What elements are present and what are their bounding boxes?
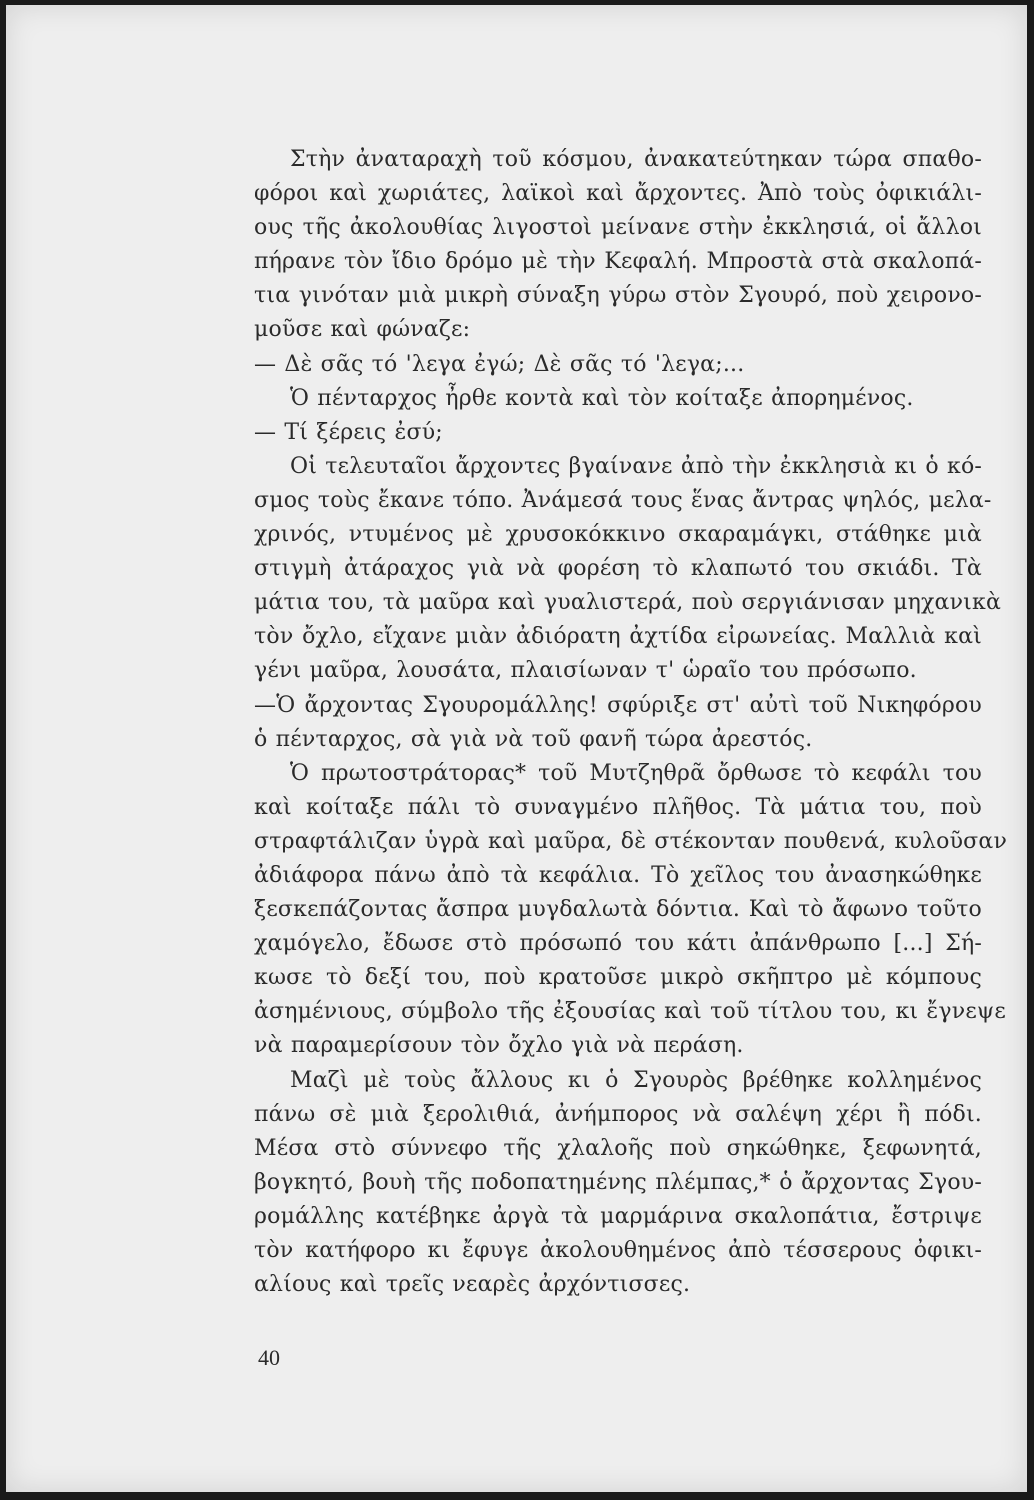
text-line: — Δὲ σᾶς τό 'λεγα ἐγώ; Δὲ σᾶς τό 'λεγα;... <box>254 351 745 377</box>
text-line: ους τῆς ἀκολουθίας λιγοστοὶ μείνανε στὴν ἐκκλησιά, οἱ ἄλλοι <box>254 215 982 241</box>
text-line: στιγμὴ ἀτάραχος γιὰ νὰ φορέση τὸ κλαπωτό του σκιάδι. Τὰ <box>254 556 982 582</box>
book-page <box>6 5 1027 1492</box>
text-line: πήρανε τὸν ἴδιο δρόμο μὲ τὴν Κεφαλή. Μπροστὰ στὰ σκαλοπά- <box>254 249 982 275</box>
text-line: ξεσκεπάζοντας ἄσπρα μυγδαλωτὰ δόντια. Καὶ τὸ ἄφωνο τοῦτο <box>254 897 982 923</box>
text-line: ἀδιάφορα πάνω ἀπὸ τὰ κεφάλια. Τὸ χεῖλος του ἀνασηκώθηκε <box>254 862 982 888</box>
text-line: χρινός, ντυμένος μὲ χρυσοκόκκινο σκαραμάγκι, στάθηκε μιὰ <box>254 522 982 548</box>
text-line: —Ὁ ἄρχοντας Σγουρομάλλης! σφύριξε στ' αὐτὶ τοῦ Νικηφόρου <box>254 692 982 718</box>
text-line: νὰ παραμερίσουν τὸν ὄχλο γιὰ νὰ περάση. <box>254 1033 744 1059</box>
text-line: Ὁ πρωτοστράτορας* τοῦ Μυτζηθρᾶ ὄρθωσε τὸ κεφάλι του <box>290 760 982 786</box>
text-line: τὸν ὄχλο, εἴχανε μιὰν ἀδιόρατη ἀχτίδα εἰρωνείας. Μαλλιὰ καὶ <box>254 624 982 650</box>
text-line: καὶ κοίταξε πάλι τὸ συναγμένο πλῆθος. Τὰ μάτια του, ποὺ <box>254 794 982 820</box>
text-line: σμος τοὺς ἔκανε τόπο. Ἀνάμεσά τους ἕνας ἄντρας ψηλός, μελα- <box>254 487 992 513</box>
text-line: μάτια του, τὰ μαῦρα καὶ γυαλιστερά, ποὺ σεργιάνισαν μηχανικὰ <box>254 590 1002 616</box>
text-line: τια γινόταν μιὰ μικρὴ σύναξη γύρω στὸν Σγουρό, ποὺ χειρονο- <box>254 283 982 309</box>
text-line: Μαζὶ μὲ τοὺς ἄλλους κι ὁ Σγουρὸς βρέθηκε κολλημένος <box>290 1067 982 1093</box>
text-line: βογκητό, βουὴ τῆς ποδοπατημένης πλέμπας,* ὁ ἄρχοντας Σγου- <box>254 1169 982 1195</box>
text-line: φόροι καὶ χωριάτες, λαϊκοὶ καὶ ἄρχοντες. Ἀπὸ τοὺς ὀφικιάλι- <box>254 181 982 207</box>
text-line: Μέσα στὸ σύννεφο τῆς χλαλοῆς ποὺ σηκώθηκε, ξεφωνητά, <box>254 1135 982 1161</box>
text-line: κωσε τὸ δεξί του, ποὺ κρατοῦσε μικρὸ σκῆπτρο μὲ κόμπους <box>254 965 982 991</box>
text-line: τὸν κατήφορο κι ἔφυγε ἀκολουθημένος ἀπὸ τέσσερους ὀφικι- <box>254 1238 982 1263</box>
text-line: γένι μαῦρα, λουσάτα, πλαισίωναν τ' ὡραῖο του πρόσωπο. <box>254 658 917 684</box>
text-line: μοῦσε καὶ φώναζε: <box>254 317 471 343</box>
text-line: Ὁ πένταρχος ἦρθε κοντὰ καὶ τὸν κοίταξε ἀπορημένος. <box>290 385 914 411</box>
text-line: στραφτάλιζαν ὑγρὰ καὶ μαῦρα, δὲ στέκονταν πουθενά, κυλοῦσαν <box>254 828 1008 854</box>
text-line: ρομάλλης κατέβηκε ἀργὰ τὰ μαρμάρινα σκαλοπάτια, ἔστριψε <box>254 1203 982 1229</box>
text-line: αλίους καὶ τρεῖς νεαρὲς ἀρχόντισσες. <box>254 1272 691 1298</box>
text-line: ἀσημένιους, σύμβολο τῆς ἐξουσίας καὶ τοῦ τίτλου του, κι ἔγνεψε <box>254 999 1006 1025</box>
text-line: πάνω σὲ μιὰ ξερολιθιά, ἀνήμπορος νὰ σαλέψη χέρι ἢ πόδι. <box>254 1101 982 1127</box>
text-line: Στὴν ἀναταραχὴ τοῦ κόσμου, ἀνακατεύτηκαν τώρα σπαθο- <box>290 147 982 172</box>
text-line: χαμόγελο, ἔδωσε στὸ πρόσωπό του κάτι ἀπάνθρωπο [...] Σή- <box>254 931 982 957</box>
text-line: — Τί ξέρεις ἐσύ; <box>254 419 443 445</box>
body-text <box>254 143 1008 1302</box>
text-line: Οἱ τελευταῖοι ἄρχοντες βγαίνανε ἀπὸ τὴν ἐκκλησιὰ κι ὁ κό- <box>290 453 983 479</box>
text-line: ὁ πένταρχος, σὰ γιὰ νὰ τοῦ φανῆ τώρα ἀρεστός. <box>254 726 813 752</box>
page-number: 40 <box>258 1345 280 1370</box>
